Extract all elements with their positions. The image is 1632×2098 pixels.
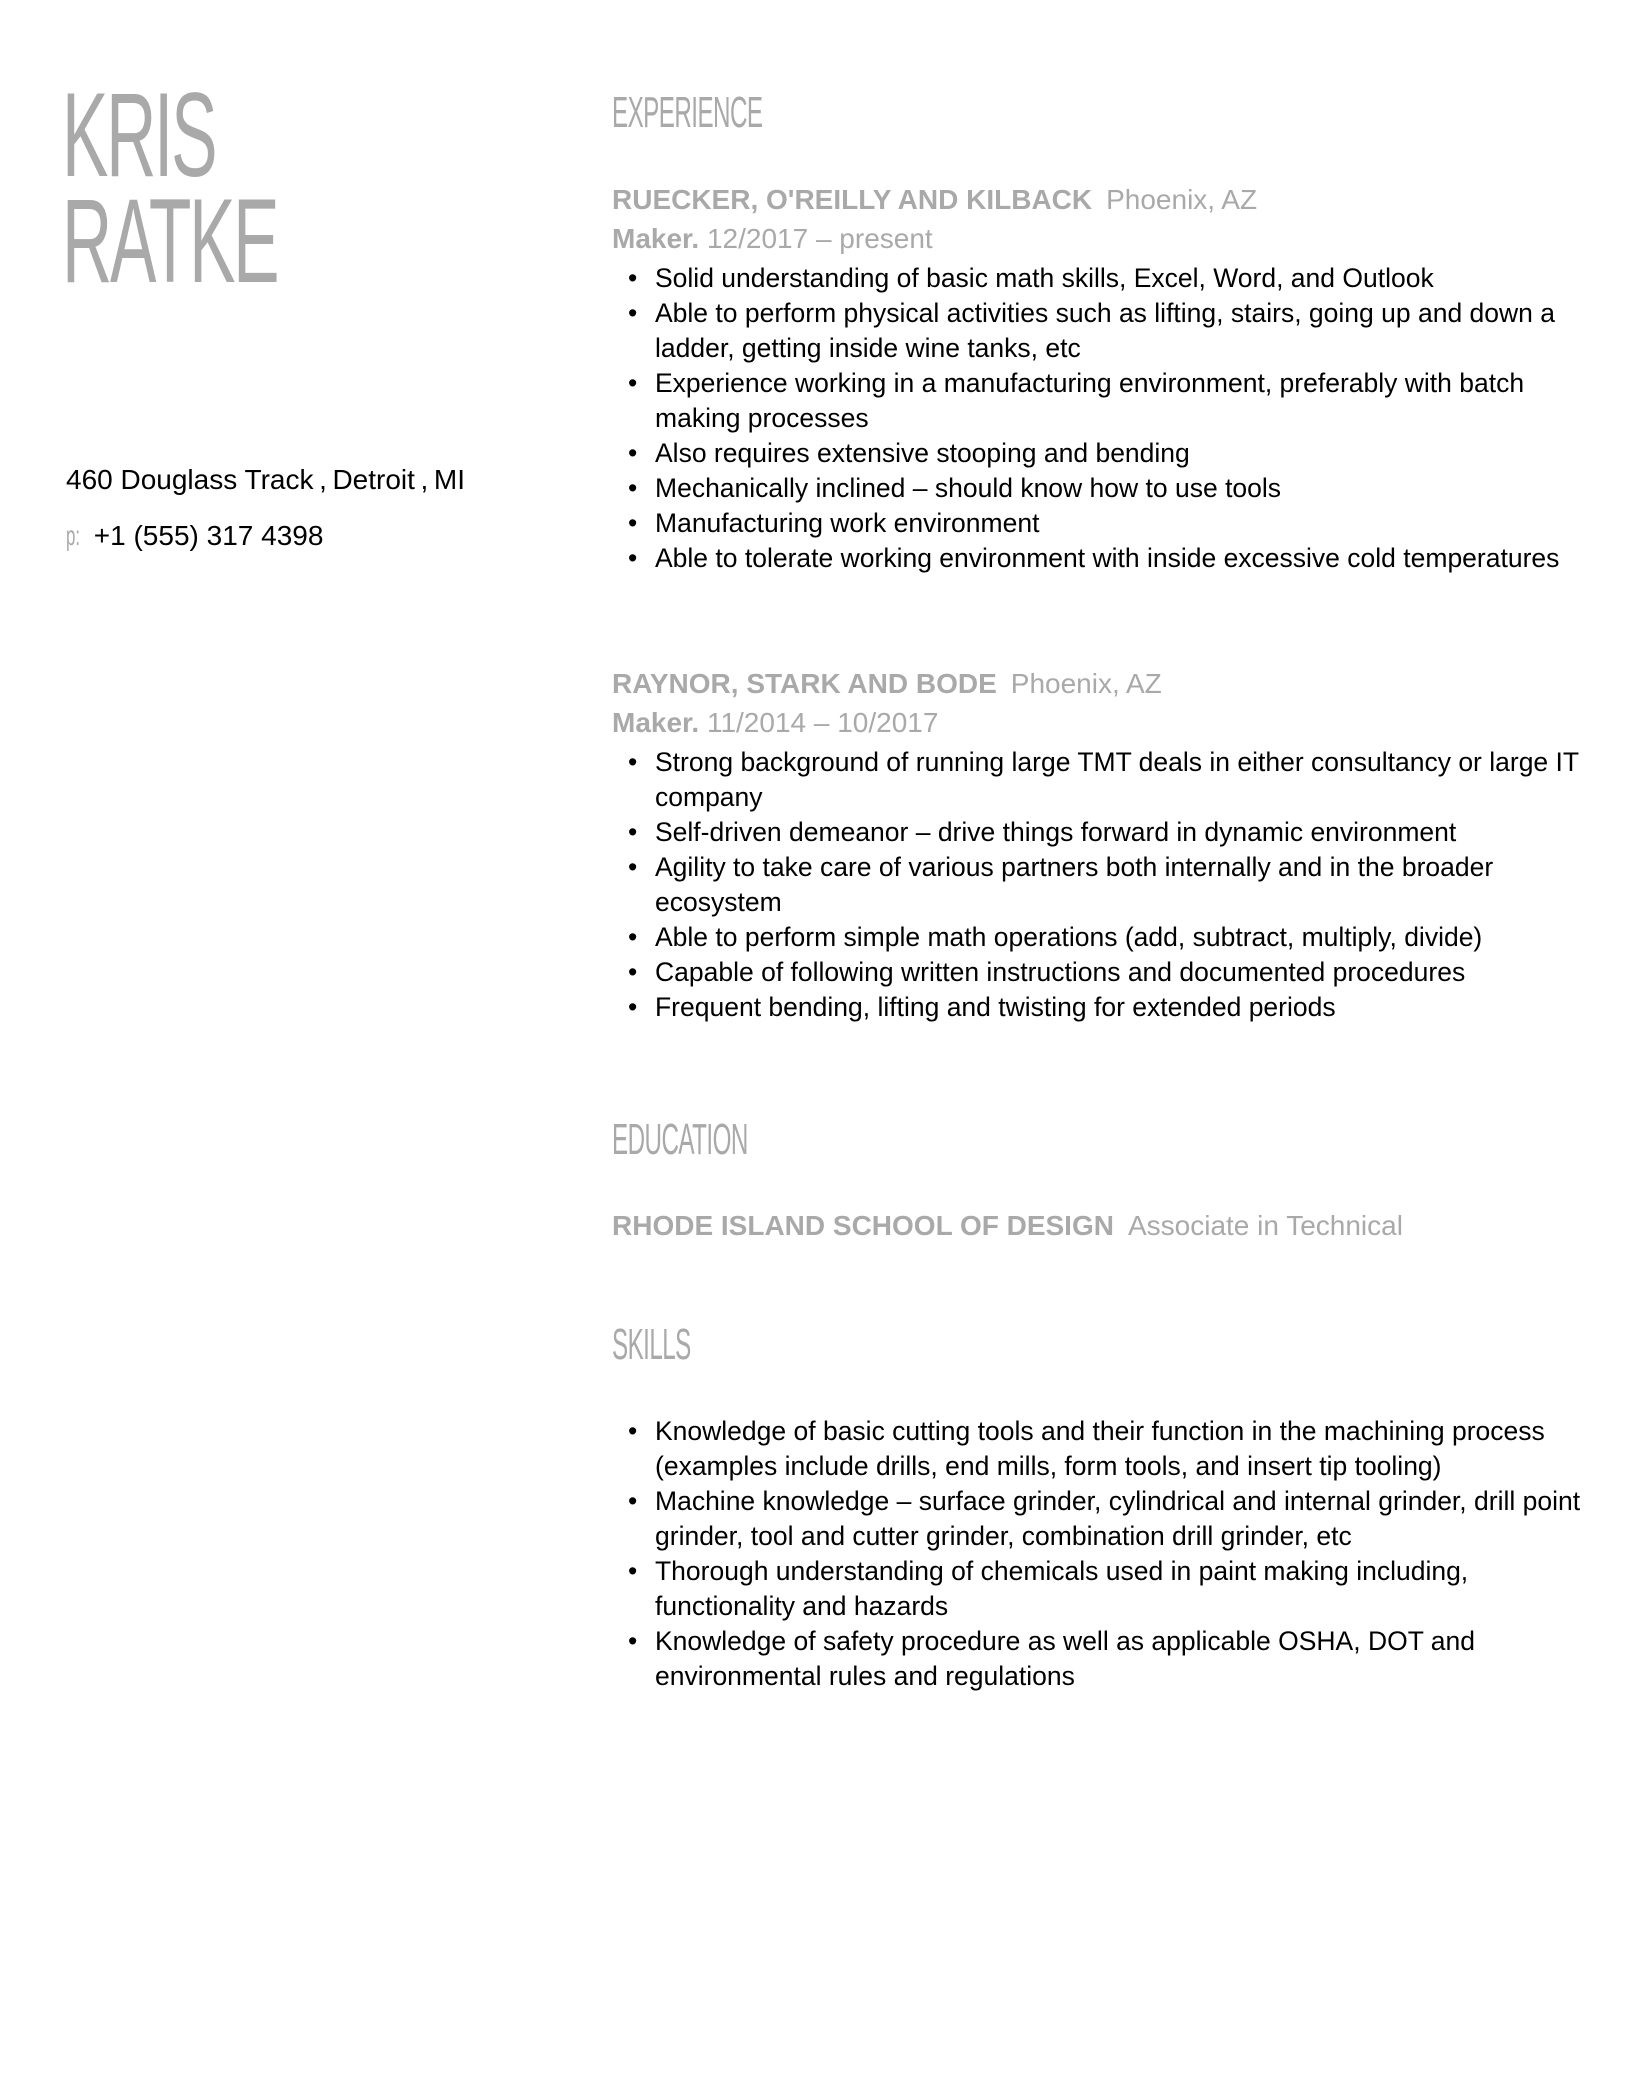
list-item: • Able to perform simple math operations (add, subtract, multiply, divide)	[655, 920, 1605, 955]
list-item: • Machine knowledge – surface grinder, cylindrical and internal grinder, drill point grinder, tool and cutter grinder, combination drill grinder, etc	[655, 1484, 1605, 1554]
list-item: • Able to perform physical activities such as lifting, stairs, going up and down a ladder, getting inside wine tanks, etc	[655, 296, 1605, 366]
list-item: • Thorough understanding of chemicals used in paint making including, functionality and hazards	[655, 1554, 1605, 1624]
school-name: RHODE ISLAND SCHOOL OF DESIGN	[612, 1210, 1114, 1241]
section-title-experience: EXPERIENCE	[612, 88, 763, 137]
job-header	[612, 184, 1257, 216]
candidate-name	[62, 68, 278, 308]
section-title-education: EDUCATION	[612, 1115, 748, 1164]
job-role	[612, 707, 938, 739]
list-item: • Solid understanding of basic math skills, Excel, Word, and Outlook	[655, 261, 1605, 296]
last-name: RATKE	[62, 174, 278, 308]
address: 460 Douglass Track , Detroit , MI	[66, 464, 466, 495]
list-item: • Able to tolerate working environment with inside excessive cold temperatures	[655, 541, 1605, 576]
list-item: • Mechanically inclined – should know how to use tools	[655, 471, 1605, 506]
job-role	[612, 223, 933, 255]
list-item: • Also requires extensive stooping and bending	[655, 436, 1605, 471]
list-item: • Self-driven demeanor – drive things forward in dynamic environment	[655, 815, 1605, 850]
job-bullets	[612, 261, 1605, 576]
list-item: • Frequent bending, lifting and twisting for extended periods	[655, 990, 1605, 1025]
job-location: Phoenix, AZ	[1010, 668, 1162, 699]
education-entry	[612, 1210, 1403, 1242]
job-bullets	[612, 745, 1605, 1025]
role-title: Maker.	[612, 223, 700, 254]
skills-list	[612, 1414, 1605, 1694]
phone-number: +1 (555) 317 4398	[93, 520, 324, 551]
phone-label: p:	[66, 520, 81, 551]
list-item: • Experience working in a manufacturing environment, preferably with batch making processes	[655, 366, 1605, 436]
list-item: • Agility to take care of various partners both internally and in the broader ecosystem	[655, 850, 1605, 920]
list-item: • Capable of following written instructions and documented procedures	[655, 955, 1605, 990]
degree: Associate in Technical	[1127, 1210, 1403, 1241]
section-title-skills: SKILLS	[612, 1320, 691, 1369]
job-location: Phoenix, AZ	[1106, 184, 1258, 215]
list-item: • Knowledge of basic cutting tools and their function in the machining process (examples include drills, end mills, form tools, and insert tip tooling)	[655, 1414, 1605, 1484]
first-name: KRIS	[62, 68, 216, 202]
list-item: • Manufacturing work environment	[655, 506, 1605, 541]
role-title: Maker.	[612, 707, 700, 738]
phone-line	[66, 520, 323, 552]
job-dates: 12/2017 – present	[706, 223, 933, 254]
company-name: RUECKER, O'REILLY AND KILBACK	[612, 184, 1093, 215]
company-name: RAYNOR, STARK AND BODE	[612, 668, 997, 699]
list-item: • Knowledge of safety procedure as well as applicable OSHA, DOT and environmental rules and regulations	[655, 1624, 1605, 1694]
job-header	[612, 668, 1162, 700]
list-item: • Strong background of running large TMT deals in either consultancy or large IT company	[655, 745, 1605, 815]
job-dates: 11/2014 – 10/2017	[706, 707, 939, 738]
